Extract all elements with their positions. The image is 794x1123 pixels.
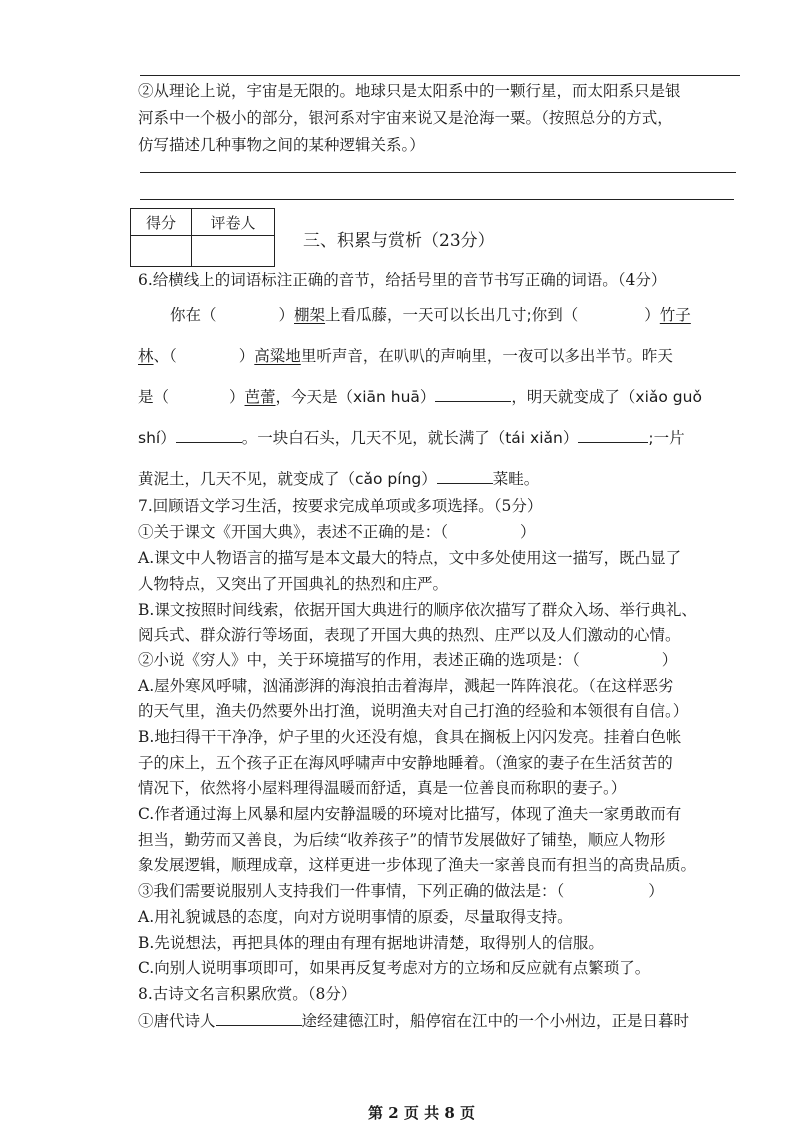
q7-stem: 7.回顾语文学习生活，按要求完成单项或多项选择。（5分） — [138, 497, 543, 515]
q6-text: 、（ — [153, 347, 177, 365]
q7-sub2-option-c-cont: 担当，勤劳而又善良，为后续“收养孩子”的情节发展做好了铺垫，顺应人物形 — [138, 831, 666, 849]
q6-paragraph-line-4 — [138, 428, 685, 448]
q6-text: 菜畦。 — [492, 470, 540, 488]
q7-sub2-option-a-cont: 的天气里，渔夫仍然要外出打渔，说明渔夫对自己打渔的经验和本领很有自信。） — [138, 702, 689, 720]
q6-text: ） — [229, 388, 245, 406]
q8-sub1 — [138, 1011, 689, 1031]
q6-paragraph-line-1 — [170, 305, 691, 325]
q7-sub1-paren: ） — [520, 523, 536, 541]
q6-word-underlined: 芭蕾 — [244, 388, 276, 406]
q7-sub2-option-c: C.作者通过海上风暴和屋内安静温暖的环境对比描写，体现了渔夫一家勇敢而有 — [138, 805, 682, 823]
q6-paragraph-line-5 — [138, 469, 539, 489]
section-title: 三、积累与赏析（23分） — [303, 231, 495, 251]
q7-sub1-option-a: A.课文中人物语言的描写是本文最大的特点，文中多处使用这一描写，既凸显了 — [138, 549, 682, 567]
q6-stem: 6.给横线上的词语标注正确的音节，给括号里的音节书写正确的词语。（4分） — [138, 271, 667, 289]
q6-text: 黄泥土，几天不见，就变成了（cǎo píng） — [138, 470, 437, 488]
answer-line — [140, 199, 734, 200]
q7-sub2-option-b: B.地扫得干干净净，炉子里的火还没有熄，食具在搁板上闪闪发亮。挂着白色帐 — [138, 728, 682, 746]
q6-text: ） — [278, 306, 295, 324]
answer-line — [140, 75, 740, 76]
q7-sub3-option-a: A.用礼貌诚恳的态度，向对方说明事情的原委，尽量取得支持。 — [138, 908, 573, 926]
q6-word-blank[interactable] — [176, 428, 242, 443]
q7-sub1-option-b: B.课文按照时间线索，依据开国大典进行的顺序依次描写了群众入场、举行典礼、 — [138, 601, 697, 619]
q7-sub1-option-b-cont: 阅兵式、群众游行等场面，表现了开国大典的热烈、庄严以及人们激动的心情。 — [138, 626, 681, 644]
q6-text: 上看瓜藤，一天可以长出几寸;你到（ — [325, 306, 579, 324]
q7-sub3-text: ③我们需要说服别人支持我们一件事情，下列正确的做法是：（ — [138, 882, 565, 900]
score-cell[interactable] — [131, 236, 192, 267]
q6-text: ，明天就变成了（xiǎo guǒ — [511, 388, 702, 406]
grader-cell[interactable] — [192, 236, 275, 267]
q6-paragraph-line-3 — [138, 387, 702, 407]
q8-poet-blank[interactable] — [216, 1011, 302, 1026]
q7-sub2-option-c-cont: 象发展逻辑，顺理成章，这样更进一步体现了渔夫一家善良而有担当的高贵品质。 — [138, 856, 697, 874]
score-label: 得分 — [131, 209, 192, 236]
q7-sub2-text: ②小说《穷人》中，关于环境描写的作用，表述正确的选项是：（ — [138, 651, 580, 669]
q6-word-underlined: 棚架 — [294, 306, 326, 324]
q6-text: shí） — [138, 429, 176, 447]
page-footer: 第 2 页 共 8 页 — [368, 1104, 475, 1122]
q7-sub2-option-a: A.屋外寒风呼啸，汹涌澎湃的海浪拍击着海岸，溅起一阵阵浪花。（在这样恶劣 — [138, 677, 674, 695]
q6-text: ） — [238, 347, 255, 365]
q7-sub3 — [138, 881, 664, 901]
q7-sub1-text: ①关于课文《开国大典》，表述不正确的是：（ — [138, 523, 449, 541]
q6-text: ;一片 — [648, 429, 685, 447]
q6-text: 里听声音，在叭叭的声响里，一夜可以多出半节。昨天 — [300, 347, 673, 365]
q8-stem: 8.古诗文名言积累欣赏。（8分） — [138, 985, 357, 1003]
score-box — [130, 208, 275, 267]
q6-word-blank[interactable] — [578, 428, 648, 443]
q7-sub2-option-b-cont: 子的床上，五个孩子正在海风呼啸声中安静地睡着。（渔家的妻子在生活贫苦的 — [138, 754, 673, 772]
q6-paragraph-line-2 — [138, 346, 673, 366]
q6-text: 你在（ — [170, 306, 217, 324]
q6-text: ） — [644, 306, 660, 324]
q5-line-1: ②从理论上说，宇宙是无限的。地球只是太阳系中的一颗行星，而太阳系只是银 — [138, 82, 681, 100]
q7-sub3-option-b: B.先说想法，再把具体的理由有理有据地讲清楚，取得别人的信服。 — [138, 934, 604, 952]
q7-sub2-option-b-cont: 情况下，依然将小屋料理得温暖而舒适，真是一位善良而称职的妻子。） — [138, 779, 627, 797]
q6-word-underlined: 林 — [138, 347, 154, 365]
q7-sub2 — [138, 650, 677, 670]
answer-line — [140, 172, 736, 173]
q6-word-underlined: 高粱地 — [254, 347, 301, 365]
q6-word-blank[interactable] — [435, 387, 511, 402]
q6-word-blank[interactable] — [437, 469, 493, 484]
q7-sub1-option-a-cont: 人物特点，又突出了开国典礼的热烈和庄严。 — [138, 575, 449, 593]
q6-text: 是（ — [138, 388, 170, 406]
q8-sub1-text: ①唐代诗人 — [138, 1012, 216, 1030]
q7-sub3-paren: ） — [648, 882, 664, 900]
q6-word-underlined: 竹子 — [659, 306, 691, 324]
q5-line-3: 仿写描述几种事物之间的某种逻辑关系。） — [138, 136, 425, 154]
q6-text: ，今天是（xiān huā） — [275, 388, 436, 406]
q7-sub2-paren: ） — [661, 651, 678, 669]
q5-line-2: 河系中一个极小的部分，银河系对宇宙来说又是沧海一粟。（按照总分的方式， — [138, 109, 673, 127]
q8-sub1-text: 途经建德江时，船停宿在江中的一个小州边，正是日暮时 — [301, 1012, 690, 1030]
grader-label: 评卷人 — [192, 209, 275, 236]
q7-sub1 — [138, 522, 536, 542]
q7-sub3-option-c: C.向别人说明事项即可，如果再反复考虑对方的立场和反应就有点繁琐了。 — [138, 959, 651, 977]
q6-text: 。一块白石头，几天不见，就长满了（tái xiǎn） — [241, 429, 579, 447]
